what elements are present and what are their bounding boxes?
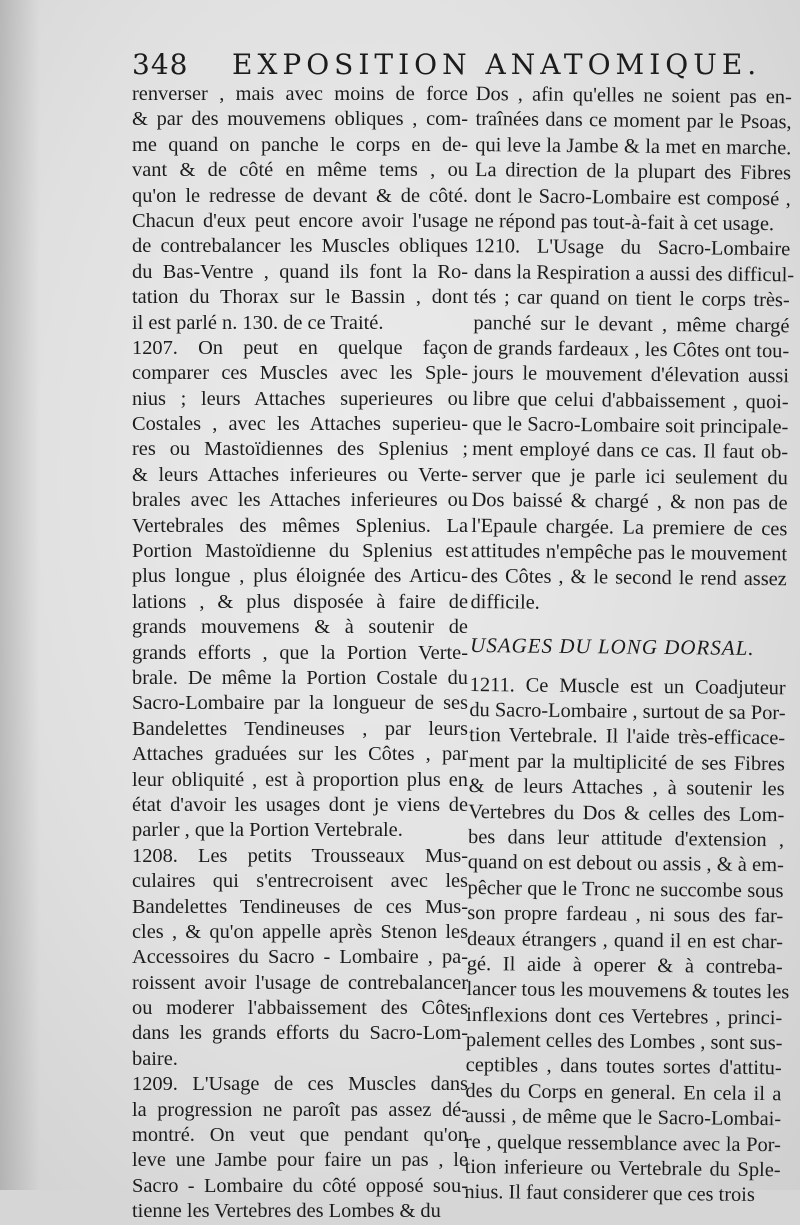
- text-line: de grands fardeaux , les Côtes ont tou-: [473, 336, 790, 363]
- text-line: Sacro - Lombaire du côté opposé sou-: [132, 1174, 468, 1197]
- text-line: plus longue , plus éloignée des Articu-: [132, 565, 468, 588]
- text-line: grands efforts , que la Portion Verte-: [132, 641, 468, 664]
- text-line: du Sacro-Lombaire , surtout de sa Por-: [469, 698, 786, 725]
- text-line: renverser , mais avec moins de force: [132, 83, 468, 105]
- text-line: panché sur le devant , même chargé: [473, 311, 790, 337]
- text-line: Vertebres du Dos & celles des Lom-: [468, 800, 785, 826]
- text-line: jours le mouvement d'élevation aussi: [472, 362, 790, 388]
- text-line: server que je parle ici seulement du: [471, 463, 788, 490]
- text-line: palement celles des Lombes , sont sus-: [465, 1029, 783, 1055]
- text-line: leve une Jambe pour faire un pas , le: [132, 1149, 468, 1172]
- text-line: res ou Mastoïdiennes des Splenius ;: [132, 438, 468, 461]
- text-line: tés ; car quand on tient le corps très-: [473, 286, 790, 312]
- text-line: l'Epaule chargée. La premiere de ces: [471, 514, 788, 540]
- text-line: 1211. Ce Muscle est un Coadjuteur: [469, 673, 786, 699]
- text-line: re , quelque ressemblance avec la Por-: [464, 1130, 782, 1156]
- text-line: de contrebalancer les Muscles obliques: [132, 235, 468, 258]
- text-line: 1208. Les petits Trousseaux Mus-: [132, 844, 468, 867]
- gutter-shadow: [0, 0, 40, 1190]
- text-line: lancer tous les mouvemens & toutes les: [466, 978, 790, 1004]
- text-line: bes dans leur attitude d'extension ,: [467, 825, 785, 852]
- text-line: ou moderer l'abbaissement des Côtes: [132, 997, 468, 1020]
- text-line: ment employé dans ce cas. Il faut ob-: [472, 438, 789, 464]
- text-line: Sacro-Lombaire par la longueur de ses: [132, 692, 468, 715]
- text-line: 1210. L'Usage du Sacro-Lombaire: [474, 235, 791, 261]
- text-line: ne répond pas tout-à-fait à cet usage.: [474, 209, 775, 236]
- text-line: tion Vertebrale. Il l'aide très-efficace-: [469, 724, 786, 750]
- text-line: parler , que la Portion Vertebrale.: [132, 819, 403, 842]
- text-line: Attaches graduées sur les Côtes , par: [132, 743, 468, 766]
- section-title: USAGES DU LONG DORSAL.: [469, 633, 755, 661]
- text-line: dans les grands efforts du Sacro-Lom-: [132, 1022, 468, 1045]
- text-line: Portion Mastoïdienne du Splenius est: [132, 540, 468, 563]
- text-line: dans la Respiration a aussi des difficul-: [473, 260, 795, 287]
- text-line: me quand on panche le corps en de-: [132, 133, 468, 156]
- text-line: Bandelettes Tendineuses , par leurs: [132, 717, 468, 740]
- text-line: du Bas-Ventre , quand ils font la Ro-: [132, 260, 468, 283]
- text-line: culaires qui s'entrecroisent avec les: [132, 870, 468, 893]
- text-line: ment par la multiplicité de ses Fibres: [468, 749, 785, 776]
- text-line: brales avec les Attaches inferieures ou: [132, 489, 468, 512]
- text-line: difficile.: [470, 590, 540, 614]
- text-line: Vertebrales des mêmes Splenius. La: [132, 514, 468, 537]
- text-line: baire.: [132, 1047, 178, 1070]
- text-line: & leurs Attaches inferieures ou Verte-: [132, 463, 468, 486]
- text-line: tation du Thorax sur le Bassin , dont: [132, 286, 468, 309]
- text-line: Accessoires du Sacro - Lombaire , pa-: [132, 946, 468, 969]
- text-line: gé. Il aide à operer & à contreba-: [466, 952, 783, 979]
- text-line: comparer ces Muscles avec les Sple-: [132, 362, 468, 385]
- text-line: qu'on le redresse de devant & de côté.: [132, 184, 468, 207]
- text-line: pêcher que le Tronc ne succombe sous: [467, 876, 784, 902]
- text-line: montré. On veut que pendant qu'on: [132, 1124, 468, 1147]
- text-line: tion inferieure ou Vertebrale du Sple-: [464, 1155, 781, 1182]
- text-line: ceptibles , dans toutes sortes d'attitu-: [465, 1054, 782, 1080]
- text-line: aussi , de même que le Sacro-Lombai-: [465, 1105, 782, 1131]
- text-line: grands mouvemens & à soutenir de: [132, 616, 468, 639]
- text-line: que le Sacro-Lombaire soit principale-: [472, 413, 789, 439]
- text-line: & par des mouvemens obliques , com-: [132, 108, 468, 131]
- text-line: lations , & plus disposée à faire de: [132, 590, 468, 613]
- text-line: traînées dans ce moment par le Psoas,: [475, 108, 792, 134]
- text-line: Dos , afin qu'elles ne soient pas en-: [475, 82, 792, 109]
- text-line: inflexions dont ces Vertebres , princi-: [466, 1003, 783, 1029]
- text-line: quand on est debout ou assis , & à em-: [467, 851, 784, 877]
- text-line: 1207. On peut en quelque façon: [132, 336, 468, 359]
- text-line: attitudes n'empêche pas le mouvement: [470, 540, 788, 566]
- right-column-top: [470, 82, 795, 618]
- text-line: brale. De même la Portion Costale du: [132, 666, 468, 689]
- text-line: état d'avoir les usages dont je viens de: [132, 793, 468, 816]
- text-line: 1209. L'Usage de ces Muscles dans: [132, 1073, 468, 1096]
- text-line: vant & de côté en même tems , ou: [132, 159, 468, 182]
- text-line: Costales , avec les Attaches superieu-: [132, 413, 468, 436]
- text-line: dont le Sacro-Lombaire est composé ,: [474, 184, 791, 210]
- text-line: & de leurs Attaches , à soutenir les: [468, 775, 785, 801]
- text-line: des Côtes , & le second le rend assez: [470, 565, 787, 591]
- text-line: Bandelettes Tendineuses de ces Mus-: [132, 895, 468, 918]
- text-line: leur obliquité , est à proportion plus en: [132, 768, 468, 791]
- text-line: il est parlé n. 130. de ce Traité.: [132, 311, 384, 334]
- right-column-bottom: [464, 673, 790, 1209]
- text-line: Chacun d'eux peut encore avoir l'usage: [132, 209, 468, 232]
- text-line: tienne les Vertebres des Lombes & du: [132, 1200, 441, 1223]
- text-line: des du Corps en general. En cela il a: [465, 1079, 782, 1106]
- text-line: La direction de la plupart des Fibres: [474, 159, 792, 185]
- running-head: [132, 44, 762, 84]
- text-line: nius ; leurs Attaches superieures ou: [132, 387, 468, 410]
- text-line: qui leve la Jambe & la met en marche.: [475, 133, 792, 160]
- page-title: EXPOSITION ANATOMIQUE.: [232, 48, 762, 81]
- left-column: [132, 82, 468, 1225]
- text-line: Dos baissé & chargé , & non pas de: [471, 489, 788, 515]
- right-column: [464, 82, 795, 1209]
- text-line: nius. Il faut considerer que ces trois: [464, 1181, 755, 1207]
- text-line: libre que celui d'abbaissement , quoi-: [472, 387, 789, 413]
- text-line: roissent avoir l'usage de contrebalancer: [132, 971, 468, 994]
- text-line: cles , & qu'on appelle après Stenon les: [132, 920, 468, 943]
- text-line: la progression ne paroît pas assez dé-: [132, 1098, 468, 1121]
- page-number: 348: [132, 48, 189, 81]
- text-line: deaux étrangers , quand il en est char-: [466, 927, 784, 953]
- text-line: son propre fardeau , ni sous des far-: [467, 902, 784, 928]
